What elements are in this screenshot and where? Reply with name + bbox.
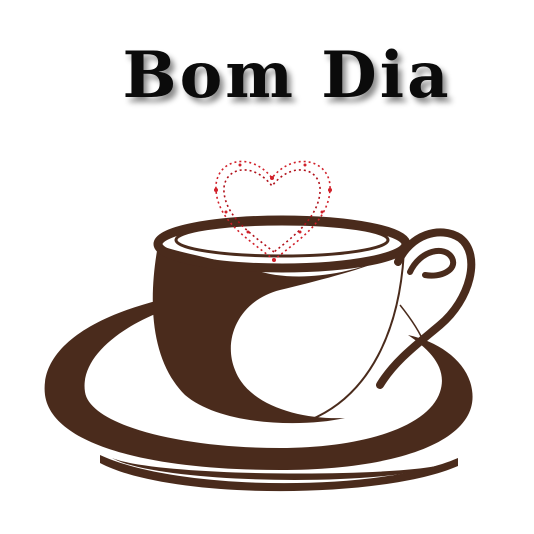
heart-sparkles [214,164,332,263]
saucer-icon [45,300,473,491]
coffee-cup-icon [153,220,472,423]
sparkle-heart-icon [216,161,330,260]
greeting-title: Bom Dia [122,38,452,113]
